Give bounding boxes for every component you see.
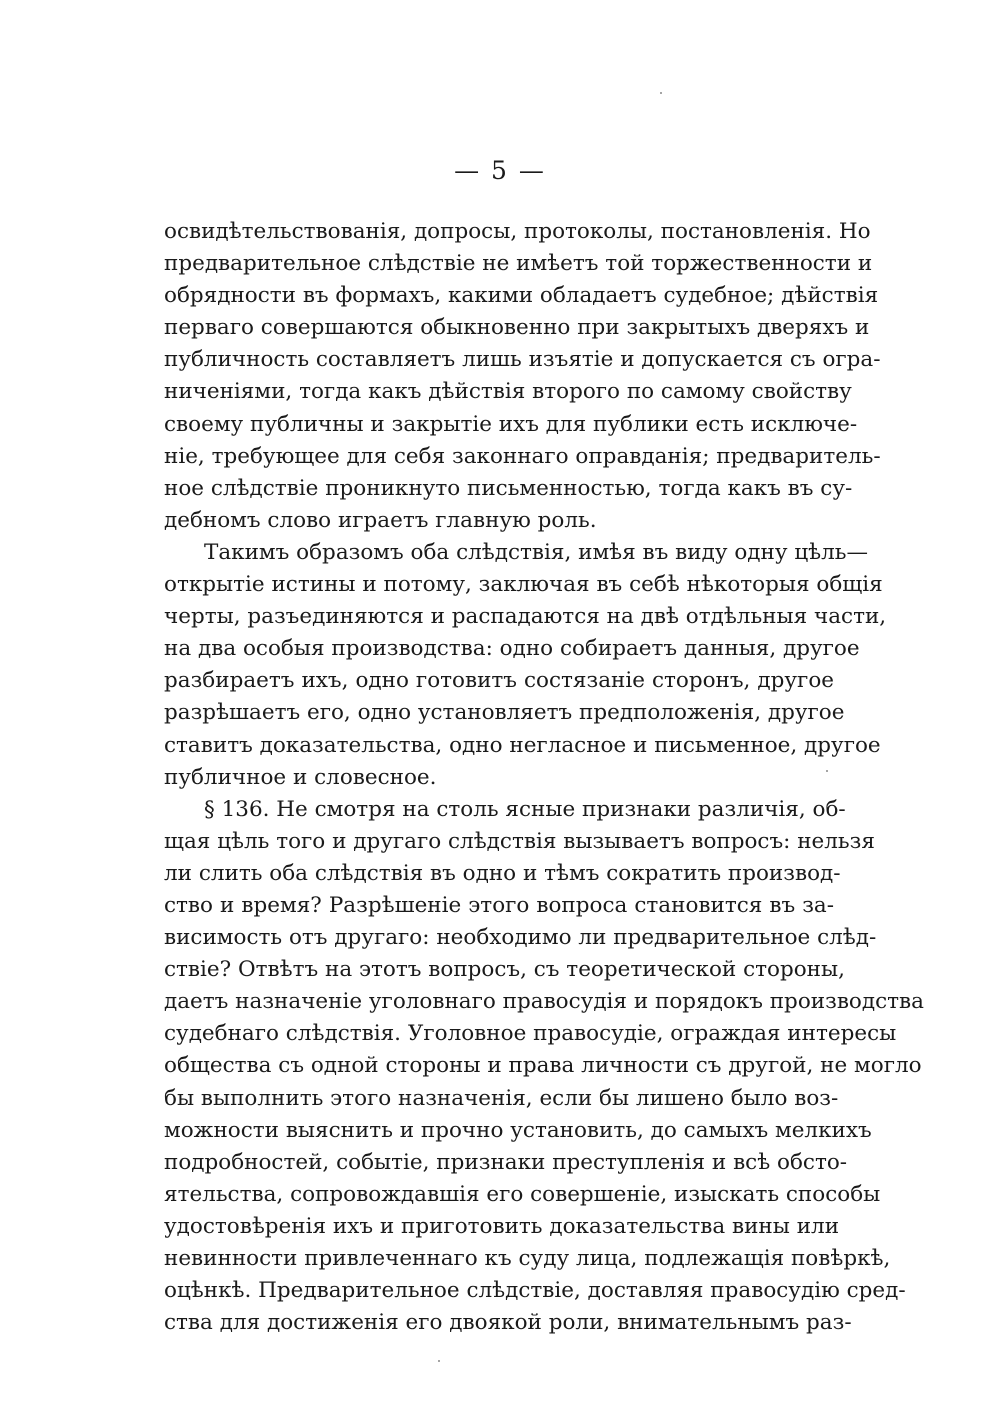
text-line: разбираетъ ихъ, одно готовитъ состязаніе сторонъ, другое [164, 668, 834, 694]
scan-speck [660, 92, 662, 94]
text-line: дебномъ слово играетъ главную роль. [164, 507, 597, 533]
text-line: ства для достиженія его двоякой роли, внимательнымъ раз- [164, 1310, 852, 1336]
text-line: ніе, требующее для себя законнаго оправданія; предваритель- [164, 443, 881, 469]
text-line: ствіе? Отвѣтъ на этотъ вопросъ, съ теоретической стороны, [164, 957, 845, 983]
text-line: висимость отъ другаго: необходимо ли предварительное слѣд- [164, 925, 877, 951]
text-line: публичное и словесное. [164, 764, 437, 790]
text-line: на два особыя производства: одно собираетъ данныя, другое [164, 636, 860, 662]
text-line: предварительное слѣдствіе не имѣетъ той торжественности и [164, 251, 873, 277]
text-line: оцѣнкѣ. Предварительное слѣдствіе, доставляя правосудію сред- [164, 1278, 906, 1304]
text-line: подробностей, событіе, признаки преступленія и всѣ обсто- [164, 1149, 848, 1175]
text-line: ниченіями, тогда какъ дѣйствія второго по самому свойству [164, 379, 852, 405]
text-line: ятельства, сопровождавшія его совершеніе, изыскать способы [164, 1181, 881, 1207]
text-line: ное слѣдствіе проникнуто письменностью, тогда какъ въ су- [164, 475, 853, 501]
text-line: обрядности въ формахъ, какими обладаетъ судебное; дѣйствія [164, 283, 879, 309]
text-line: разрѣшаетъ его, одно установляетъ предположенія, другое [164, 700, 845, 726]
text-line: удостовѣренія ихъ и приготовить доказательства вины или [164, 1213, 840, 1239]
text-line: общества съ одной стороны и права личности съ другой, не могло [164, 1053, 922, 1079]
text-line: Такимъ образомъ оба слѣдствія, имѣя въ виду одну цѣль— [204, 539, 868, 565]
paragraph [164, 794, 924, 1340]
text-line: даетъ назначеніе уголовнаго правосудія и порядокъ производства [164, 989, 924, 1015]
text-line: перваго совершаются обыкновенно при закрытыхъ дверяхъ и [164, 315, 870, 341]
text-line: освидѣтельствованія, допросы, протоколы, постановленія. Но [164, 219, 871, 244]
section-heading-line: § 136. Не смотря на столь ясные признаки различія, об- [204, 796, 846, 822]
scan-speck [826, 770, 828, 772]
text-line: можности выяснить и прочно установить, до самыхъ мелкихъ [164, 1117, 872, 1143]
text-line: ли слить оба слѣдствія въ одно и тѣмъ сократить производ- [164, 860, 841, 886]
text-line: невинности привлеченнаго къ суду лица, подлежащія повѣркѣ, [164, 1246, 891, 1271]
text-line: ставитъ доказательства, одно негласное и письменное, другое [164, 732, 881, 758]
paragraph [164, 216, 881, 537]
text-line: публичность составляетъ лишь изъятіе и допускается съ огра- [164, 347, 881, 373]
text-line: открытіе истины и потому, заключая въ себѣ нѣкоторыя общія [164, 572, 883, 598]
text-line: судебнаго слѣдствія. Уголовное правосудіе, ограждая интересы [164, 1021, 897, 1047]
text-line: своему публичны и закрытіе ихъ для публики есть исключе- [164, 411, 858, 437]
body-text [164, 216, 924, 1339]
text-line: черты, разъединяются и распадаются на двѣ отдѣльныя части, [164, 604, 887, 630]
scan-speck [438, 1360, 440, 1362]
paragraph [164, 537, 887, 794]
text-line: ство и время? Разрѣшеніе этого вопроса становится въ за- [164, 892, 834, 918]
page-number: — 5 — [454, 156, 546, 185]
text-line: бы выполнить этого назначенія, если бы лишено было воз- [164, 1085, 839, 1111]
text-line: щая цѣль того и другаго слѣдствія вызываетъ вопросъ: нельзя [164, 828, 875, 854]
